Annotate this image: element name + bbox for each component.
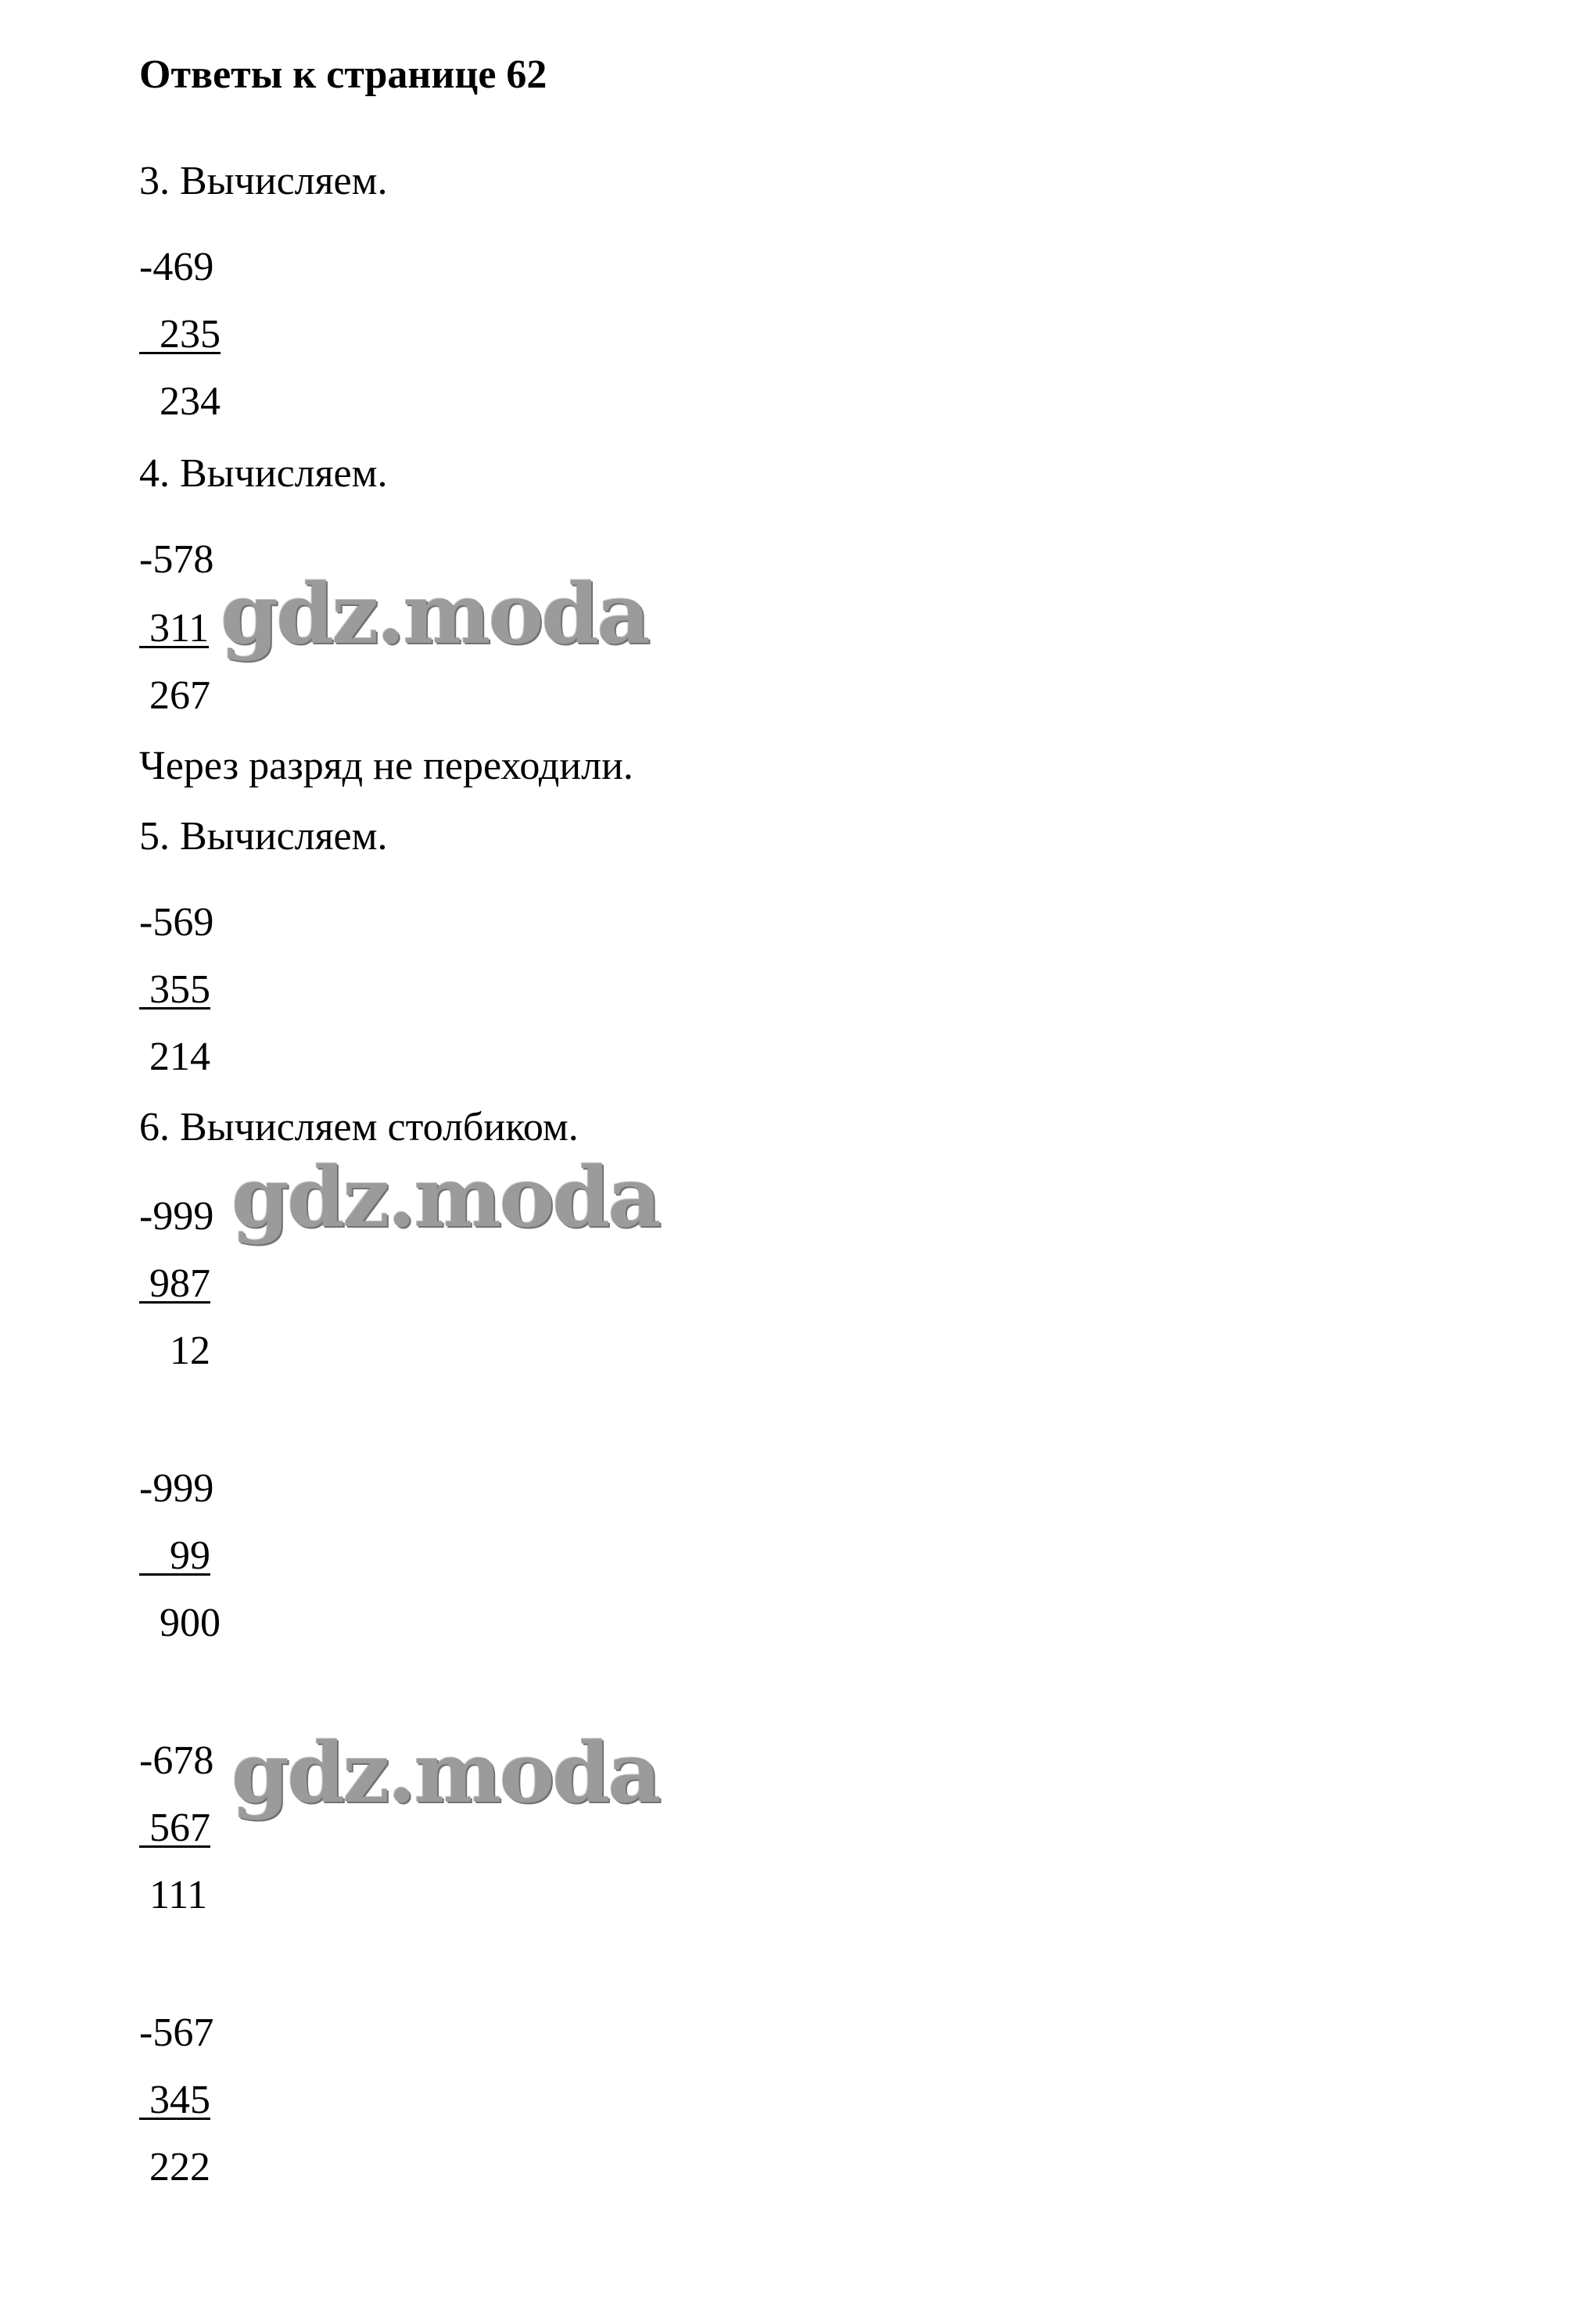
task-3-result: 234 [139,379,221,424]
task-6-example-4-result: 222 [139,2145,210,2190]
task-6-example-2-result: 900 [139,1601,221,1645]
task-6-example-1-minuend: -999 [139,1194,214,1239]
task-4-note: Через разряд не переходили. [139,744,633,788]
task-3-minuend: -469 [139,245,214,289]
task-4-result: 267 [139,673,210,718]
task-5-minuend: -569 [139,900,214,945]
task-6-example-3-minuend: -678 [139,1738,214,1783]
task-5-heading: 5. Вычисляем. [139,814,388,859]
task-6-example-3-subtrahend: 567 [139,1806,210,1850]
task-4-minuend: -578 [139,537,214,582]
task-3-heading: 3. Вычисляем. [139,159,388,203]
task-5-subtrahend: 355 [139,967,210,1012]
task-5-result: 214 [139,1035,210,1079]
task-6-example-2-minuend: -999 [139,1466,214,1511]
task-6-example-4-subtrahend: 345 [139,2078,210,2122]
task-4-heading: 4. Вычисляем. [139,451,388,496]
task-6-example-1-result: 12 [139,1329,210,1373]
task-3-subtrahend: 235 [139,312,221,357]
watermark-logo: gdz.moda [221,565,648,662]
task-6-heading: 6. Вычисляем столбиком. [139,1105,579,1149]
task-6-example-3-result: 111 [139,1873,208,1917]
task-6-example-1-subtrahend: 987 [139,1261,210,1306]
page-title: Ответы к странице 62 [139,52,547,97]
task-6-example-4-minuend: -567 [139,2010,214,2055]
watermark-logo: gdz.moda [231,1148,659,1246]
task-4-subtrahend: 311 [139,606,210,651]
task-6-example-2-subtrahend: 99 [139,1533,210,1578]
watermark-logo: gdz.moda [231,1723,659,1821]
